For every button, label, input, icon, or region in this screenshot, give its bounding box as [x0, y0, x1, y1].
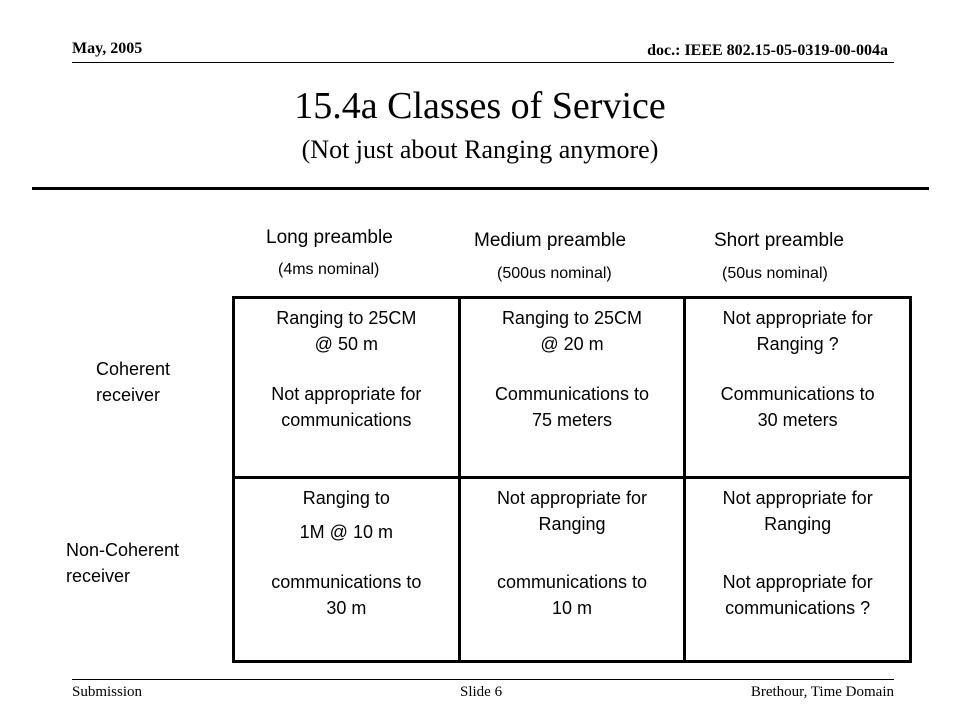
cell-text: Ranging	[764, 514, 832, 534]
col-note-long: (4ms nominal)	[278, 261, 380, 278]
cell-text: 10 m	[551, 598, 592, 618]
cell-text: Not appropriate for	[271, 384, 422, 404]
cell-noncoherent-short	[685, 478, 911, 662]
cell-text: Communications to	[494, 384, 650, 404]
cell-text: Not appropriate for	[722, 488, 873, 508]
cell-coherent-short	[685, 298, 911, 478]
cell-text: Not appropriate for	[496, 488, 648, 508]
cell-spacer	[694, 357, 901, 381]
cell-spacer	[694, 537, 901, 569]
cell-spacer	[243, 511, 450, 519]
title-rule	[32, 187, 929, 190]
footer-slide-number: Slide 6	[460, 684, 503, 700]
footer-author: Brethour, Time Domain	[750, 684, 894, 700]
cell-text: communications	[281, 410, 412, 430]
row-header-noncoherent-line1: Non-Coherent	[66, 540, 180, 560]
cell-coherent-long	[234, 298, 460, 478]
cell-text: Ranging to 25CM	[501, 308, 643, 328]
cell-text: @ 20 m	[540, 334, 604, 354]
cell-coherent-medium	[459, 298, 685, 478]
cell-text: 75 meters	[531, 410, 612, 430]
slide-subtitle: (Not just about Ranging anymore)	[301, 135, 659, 164]
cell-text: Ranging ?	[756, 334, 839, 354]
cell-text: communications to	[271, 572, 422, 592]
footer-submission: Submission	[72, 684, 143, 700]
cell-text: Not appropriate for	[722, 308, 873, 328]
cell-text: communications to	[496, 572, 648, 592]
cell-noncoherent-medium	[459, 478, 685, 662]
table-row-coherent	[234, 298, 911, 478]
header-doc-id: doc.: IEEE 802.15-05-0319-00-004a	[647, 42, 888, 59]
table-row-noncoherent	[234, 478, 911, 662]
cell-text: Ranging to 25CM	[276, 308, 417, 328]
row-header-noncoherent	[66, 537, 179, 589]
cell-text: Ranging to	[302, 488, 390, 508]
cell-text: communications ?	[725, 598, 871, 618]
cell-spacer	[243, 357, 450, 381]
cell-spacer	[243, 545, 450, 569]
footer-divider	[72, 679, 894, 680]
col-header-long: Long preamble	[266, 227, 393, 248]
cell-text: Ranging	[538, 514, 606, 534]
row-header-noncoherent-line2: receiver	[66, 566, 131, 586]
row-header-coherent	[96, 356, 170, 408]
col-header-short: Short preamble	[714, 230, 844, 251]
cell-text: 30 meters	[757, 410, 838, 430]
cell-noncoherent-long	[234, 478, 460, 662]
col-header-medium: Medium preamble	[474, 230, 627, 251]
col-note-short: (50us nominal)	[722, 265, 828, 282]
row-header-coherent-line2: receiver	[96, 385, 161, 405]
col-note-medium: (500us nominal)	[497, 265, 612, 282]
slide-title: 15.4a Classes of Service	[294, 85, 666, 127]
cell-text: Communications to	[720, 384, 875, 404]
header-divider	[72, 62, 894, 63]
cell-text: 1M @ 10 m	[299, 522, 393, 542]
cell-text: 30 m	[326, 598, 367, 618]
service-class-table	[232, 296, 912, 663]
cell-spacer	[469, 537, 676, 569]
cell-spacer	[469, 357, 676, 381]
row-header-coherent-line1: Coherent	[96, 359, 171, 379]
cell-text: Not appropriate for	[722, 572, 873, 592]
cell-text: @ 50 m	[314, 334, 378, 354]
header-date: May, 2005	[72, 40, 143, 57]
